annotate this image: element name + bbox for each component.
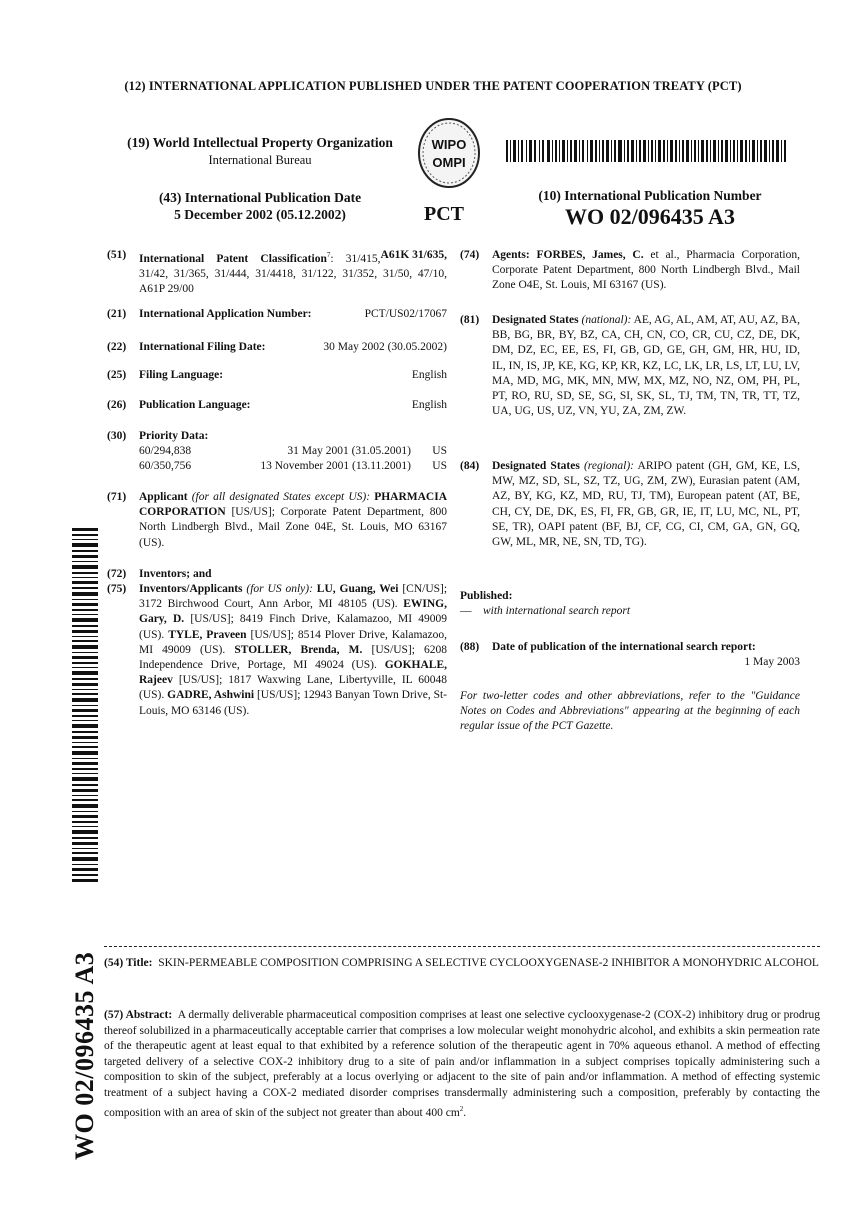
entry-26-publication-language: (26) Publication Language: English	[107, 398, 447, 413]
invention-title: SKIN-PERMEABLE COMPOSITION COMPRISING A SELECTIVE CYCLOOXYGENASE-2 INHIBITOR A MONOHYDRIC ALCOHOL	[158, 957, 819, 969]
publication-number-label: (10) International Publication Number	[538, 188, 762, 203]
agent-name: FORBES, James, C.	[536, 249, 644, 261]
entry-81-designated-national: (81) Designated States (national): AE, AG, AL, AM, AT, AU, AZ, BA, BB, BG, BR, BY, BZ, CA, CH, CN, CO, CR, CU, CZ, DE, DK, DM, DZ, EC, EE, ES, FI, GB, GD, GE, GH, GM, HR, HU, ID, IL, IN, IS, JP, KE, KG, KP, KR, KZ, LC, LK, LR, LS, LT, LU, LV, MA, MD, MG, MK, MN, MW, MX, MZ, NO, NZ, OM, PH, PL, PT, RO, RU, SD, SE, SG, SI, SK, SL, TJ, TM, TN, TR, TT, TZ, UA, UG, US, UZ, VN, YU, ZA, ZM, ZW.	[460, 314, 800, 418]
section-divider	[104, 946, 820, 947]
publication-date: 5 December 2002 (05.12.2002)	[174, 207, 346, 222]
entry-25-filing-language: (25) Filing Language: English	[107, 368, 447, 383]
publication-number-block	[500, 188, 800, 229]
wipo-logo-icon	[417, 117, 481, 189]
pct-mark: PCT	[424, 203, 464, 225]
inventor-name: EWING, Gary, D.	[139, 598, 447, 626]
priority-row: 60/350,756 13 November 2001 (13.11.2001) US	[139, 460, 447, 473]
regional-states-list: ARIPO patent (GH, GM, KE, LS, MW, MZ, SD, SL, SZ, TZ, UG, ZM, ZW), Eurasian patent (AM, AZ, BY, KG, KZ, MD, RU, TJ, TM), European patent (AT, BE, CH, CY, DE, DK, ES, FI, FR, GB, GR, IE, IT, LU, MC, NL, PT, SE, TR), OAPI patent (BF, BJ, CF, CG, CI, CM, GA, GN, GQ, GW, ML, MR, NE, SN, TD, TG).	[492, 460, 800, 549]
entry-71-applicant: (71) Applicant (for all designated States except US): PHARMACIA CORPORATION [US/US]; Corporate Patent Department, 800 North Lindbergh Blvd., Mail Zone 04E, St. Louis, MO 63167 (US).	[107, 491, 448, 549]
publication-date-label: (43) International Publication Date	[158, 190, 362, 205]
entry-51-classification: (51) International Patent Classification$^7$: A61K 31/635, 31/415, 31/42, 31/365, 31/444, 31/4418, 31/122, 31/352, 31/50, 47/10, A61P 29/00	[107, 249, 447, 296]
entry-72-inventors: (72) Inventors; and	[107, 568, 212, 580]
svg-text:OMPI: OMPI	[432, 155, 466, 170]
abstract-label: (57) Abstract:	[104, 1009, 173, 1021]
bureau-name: International Bureau	[208, 153, 312, 167]
publication-date-block	[110, 189, 410, 223]
entry-21-application-number: (21) International Application Number: PCT/US02/17067	[107, 307, 447, 322]
vertical-publication-number: WO 02/096435 A3	[70, 951, 99, 1160]
inventor-name: STOLLER, Brenda, M.	[234, 643, 363, 656]
abstract-text: A dermally deliverable pharmaceutical composition comprises at least one selective cyclooxygenase-2 (COX-2) inhibitory drug or prodrug thereof solubilized in a pharmaceutically acceptable carrier that comprises a low molecular weight monohydric alcohol, and exhibits a skin permeation rate of the therapeutic agent at least equal to that exhibited by a reference solution of the therapeutic agent in 70% aqueous ethanol. A method of effecting targeted delivery of a selective COX-2 inhibitory drug to a site of pain and/or inflammation in a subject comprises topically administering such a composition to skin of the subject, preferably at a locus overlying or adjacent to the site of pain and/or inflammation. A method of effecting systemic treatment of a subject having a COX-2 mediated disorder comprises transdermally administering such a composition, preferably by contacting the composition with an area of skin of the subject not greater than about 400 cm	[104, 1009, 820, 1119]
entry-74-agents: (74) Agents: FORBES, James, C. et al., Pharmacia Corporation, Corporate Patent Department, 800 North Lindbergh Blvd., Mail Zone O4E, St. Louis, MI 63167 (US).	[460, 249, 800, 292]
classification-lead: A61K 31/635,	[380, 249, 447, 261]
filing-date: 30 May 2002 (30.05.2002)	[323, 341, 447, 353]
priority-row: 60/294,838 31 May 2001 (31.05.2001) US	[139, 445, 447, 458]
entry-84-designated-regional: (84) Designated States (regional): ARIPO patent (GH, GM, KE, LS, MW, MZ, SD, SL, SZ, TZ, UG, ZM, ZW), Eurasian patent (AM, AZ, BY, KG, KZ, MD, RU, TJ, TM), European patent (AT, BE, CH, CY, DE, DK, ES, FI, FR, GB, GR, IE, IT, LU, MC, NL, PT, SE, TR), OAPI patent (BF, BJ, CF, CG, CI, CM, GA, GN, GQ, GW, ML, MR, NE, SN, TD, TG).	[460, 460, 800, 549]
publication-number: WO 02/096435 A3	[565, 204, 735, 229]
barcode-icon	[506, 140, 786, 162]
abbreviations-note: For two-letter codes and other abbreviations, refer to the "Guidance Notes on Codes and Abbreviations" appearing at the beginning of each regular issue of the PCT Gazette.	[460, 690, 800, 733]
document-header-line: (12) INTERNATIONAL APPLICATION PUBLISHED UNDER THE PATENT COOPERATION TREATY (PCT)	[124, 79, 742, 93]
entry-22-filing-date: (22) International Filing Date: 30 May 2002 (30.05.2002)	[107, 340, 447, 355]
inventor-name: GADRE, Ashwini	[167, 689, 255, 702]
organization-block	[110, 134, 410, 169]
org-name: World Intellectual Property Organization	[152, 135, 393, 150]
application-number: PCT/US02/17067	[364, 308, 447, 320]
entry-30-priority-data: (30) Priority Data: 60/294,838 31 May 2001 (31.05.2001) US 60/350,756 13 November 2001 (13.11.2001) US	[107, 429, 447, 475]
filing-language: English	[411, 369, 447, 381]
svg-text:WIPO: WIPO	[431, 137, 467, 152]
applicant-name: PHARMACIA CORPORATION	[139, 491, 448, 519]
title-label: (54) Title:	[104, 957, 153, 969]
inventor-name: TYLE, Praveen	[168, 628, 247, 641]
inventor-name: GOKHALE, Rajeev	[139, 659, 447, 687]
classification-label: International Patent Classification	[139, 252, 327, 265]
classification-codes: 31/415, 31/42, 31/365, 31/444, 31/4418, 31/122, 31/352, 31/50, 47/10, A61P 29/00	[139, 252, 447, 296]
search-report-date: 1 May 2003	[744, 656, 800, 669]
side-barcode-icon	[72, 528, 98, 883]
title-section	[104, 956, 820, 971]
national-states-list: AE, AG, AL, AM, AT, AU, AZ, BA, BB, BG, BR, BY, BZ, CA, CH, CN, CO, CR, CU, CZ, DE, DK, DM, DZ, EC, EE, ES, FI, GB, GD, GE, GH, GM, HR, HU, ID, IL, IN, IS, JP, KE, KG, KP, KR, KZ, LC, LK, LR, LS, LT, LU, LV, MA, MD, MG, MK, MN, MW, MX, MZ, NO, NZ, OM, PH, PL, PT, RO, RU, SD, SE, SG, SI, SK, SL, TJ, TM, TN, TR, TT, TZ, UA, UG, US, UZ, VN, YU, ZA, ZM, ZW.	[492, 314, 800, 418]
entry-75-inventors-applicants: (75) Inventors/Applicants (for US only): LU, Guang, Wei [CN/US]; 3172 Birchwood Court, Ann Arbor, MI 48105 (US). EWING, Gary, D. [US/US]; 8419 Finch Drive, Kalamazoo, MI 49009 (US). TYLE, Praveen [US/US]; 8514 Plover Drive, Kalamazoo, MI 49009 (US). STOLLER, Brenda, M. [US/US]; 6208 Independence Drive, Portage, MI 49024 (US). GOKHALE, Rajeev [US/US]; 1817 Waxwing Lane, Libertyville, IL 60048 (US). GADRE, Ashwini [US/US]; 12943 Banyan Town Drive, St-Louis, MO 63146 (US).	[107, 583, 448, 717]
org-code: (19)	[127, 135, 150, 150]
inventor-name: LU, Guang, Wei	[316, 583, 399, 595]
published-section: Published: — with international search report	[460, 590, 631, 618]
abstract-section: (57) Abstract: A dermally deliverable pharmaceutical composition comprises at least one selective cyclooxygenase-2 (COX-2) inhibitory drug or prodrug thereof solubilized in a pharmaceutically acceptable carrier that comprises a low molecular weight monohydric alcohol, and exhibits a skin permeation rate of the therapeutic agent at least equal to that exhibited by a reference solution of the therapeutic agent in 70% aqueous ethanol. A method of effecting targeted delivery of a selective COX-2 inhibitory drug to a site of pain and/or inflammation in a subject comprises topically administering such a composition to skin of the subject, preferably at a locus overlying or adjacent to the site of pain and/or inflammation. A method of effecting systemic treatment of a subject having a COX-2 mediated disorder comprises transdermally administering such a composition, preferably by contacting the composition with an area of skin of the subject not greater than about 400 $cm^2$.	[104, 1009, 820, 1119]
applicant-address: [US/US]; Corporate Patent Department, 800 North Lindbergh Blvd., Mail Zone 04E, St. Louis, MO 63167 (US).	[139, 506, 447, 549]
publication-language: English	[411, 399, 447, 411]
entry-88-search-report-date: (88) Date of publication of the international search report: 1 May 2003	[460, 640, 800, 670]
